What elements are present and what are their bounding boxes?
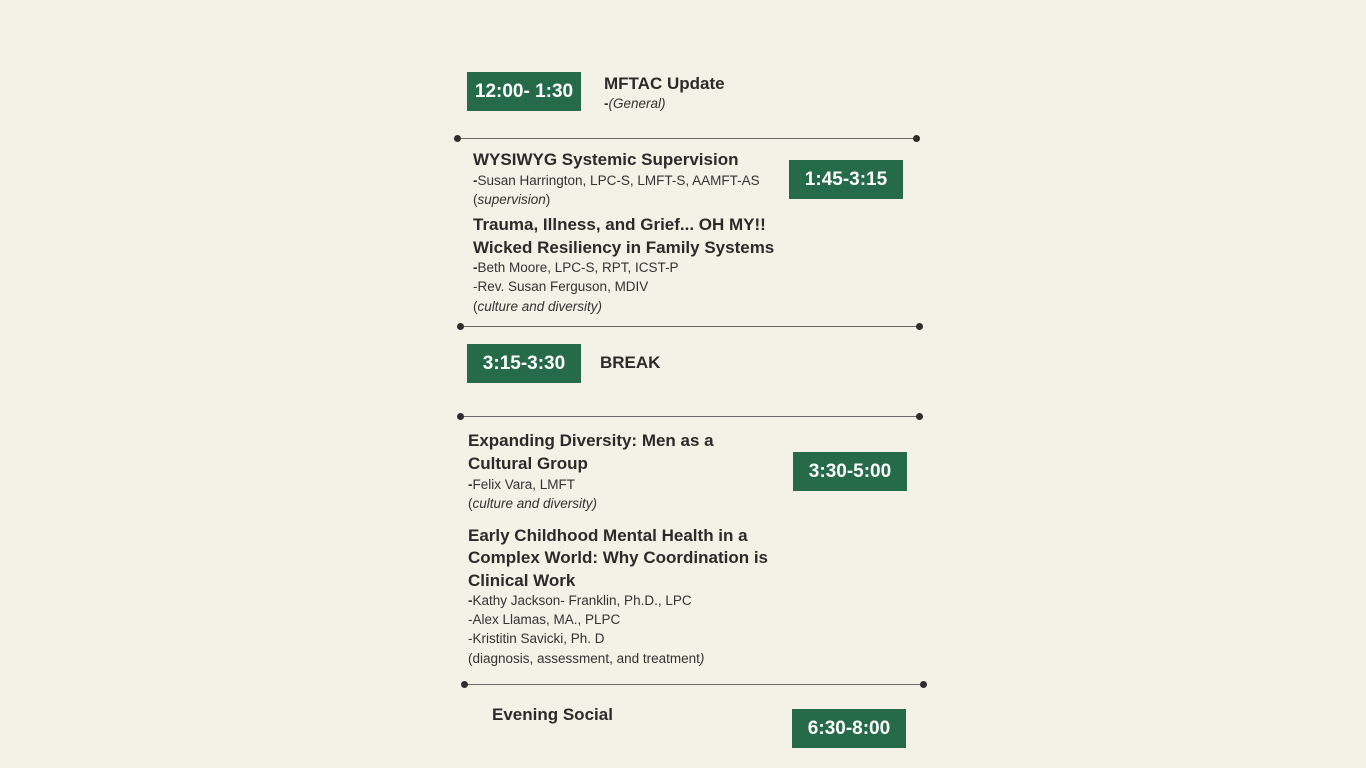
time-badge-break: 3:15-3:30 <box>467 344 581 383</box>
time-badge-session-2: 1:45-3:15 <box>789 160 903 199</box>
session-3-talk-1-title-line-1: Expanding Diversity: Men as a <box>468 431 714 450</box>
session-3-talk-2-title-line-3: Clinical Work <box>468 571 576 590</box>
session-1-title: MFTAC Update <box>604 74 725 93</box>
break-label: BREAK <box>600 353 661 372</box>
session-2-talk-2-tag: (culture and diversity) <box>473 299 603 314</box>
session-1-tag: -(General) <box>604 96 666 111</box>
divider-2 <box>460 326 920 327</box>
session-3-talk-2-title-line-2: Complex World: Why Coordination is <box>468 548 769 567</box>
session-3-talk-2-presenter-2: -Alex Llamas, MA., PLPC <box>468 612 621 627</box>
time-badge-session-1: 12:00- 1:30 <box>467 72 581 111</box>
divider-4 <box>464 684 924 685</box>
divider-3 <box>460 416 920 417</box>
session-3-talk-2-tag: (diagnosis, assessment, and treatment) <box>468 651 705 666</box>
session-3-talk-1-tag: (culture and diversity) <box>468 496 598 511</box>
session-2-talk-1-title: WYSIWYG Systemic Supervision <box>473 150 739 169</box>
session-3-talk-1-title-line-2: Cultural Group <box>468 454 588 473</box>
evening-social-title: Evening Social <box>492 705 613 724</box>
divider-1 <box>457 138 917 139</box>
time-badge-session-3: 3:30-5:00 <box>793 452 907 491</box>
session-2-talk-2-presenter-2: -Rev. Susan Ferguson, MDIV <box>473 279 649 294</box>
session-3-talk-2-title-line-1: Early Childhood Mental Health in a <box>468 526 748 545</box>
session-3-talk-1-presenter: -Felix Vara, LMFT <box>468 477 576 492</box>
session-3-talk-2-presenter-3: -Kristitin Savicki, Ph. D <box>468 631 605 646</box>
session-2-talk-2-title-line-1: Trauma, Illness, and Grief... OH MY!! <box>473 215 766 234</box>
session-2-talk-2-presenter-1: -Beth Moore, LPC-S, RPT, ICST-P <box>473 260 679 275</box>
session-2-talk-1-tag: (supervision) <box>473 192 551 207</box>
session-2-talk-1-presenter: -Susan Harrington, LPC-S, LMFT-S, AAMFT-AS <box>473 173 760 188</box>
session-3-talk-2-presenter-1: -Kathy Jackson- Franklin, Ph.D., LPC <box>468 593 692 608</box>
time-badge-evening: 6:30-8:00 <box>792 709 906 748</box>
session-2-talk-2-title-line-2: Wicked Resiliency in Family Systems <box>473 238 775 257</box>
